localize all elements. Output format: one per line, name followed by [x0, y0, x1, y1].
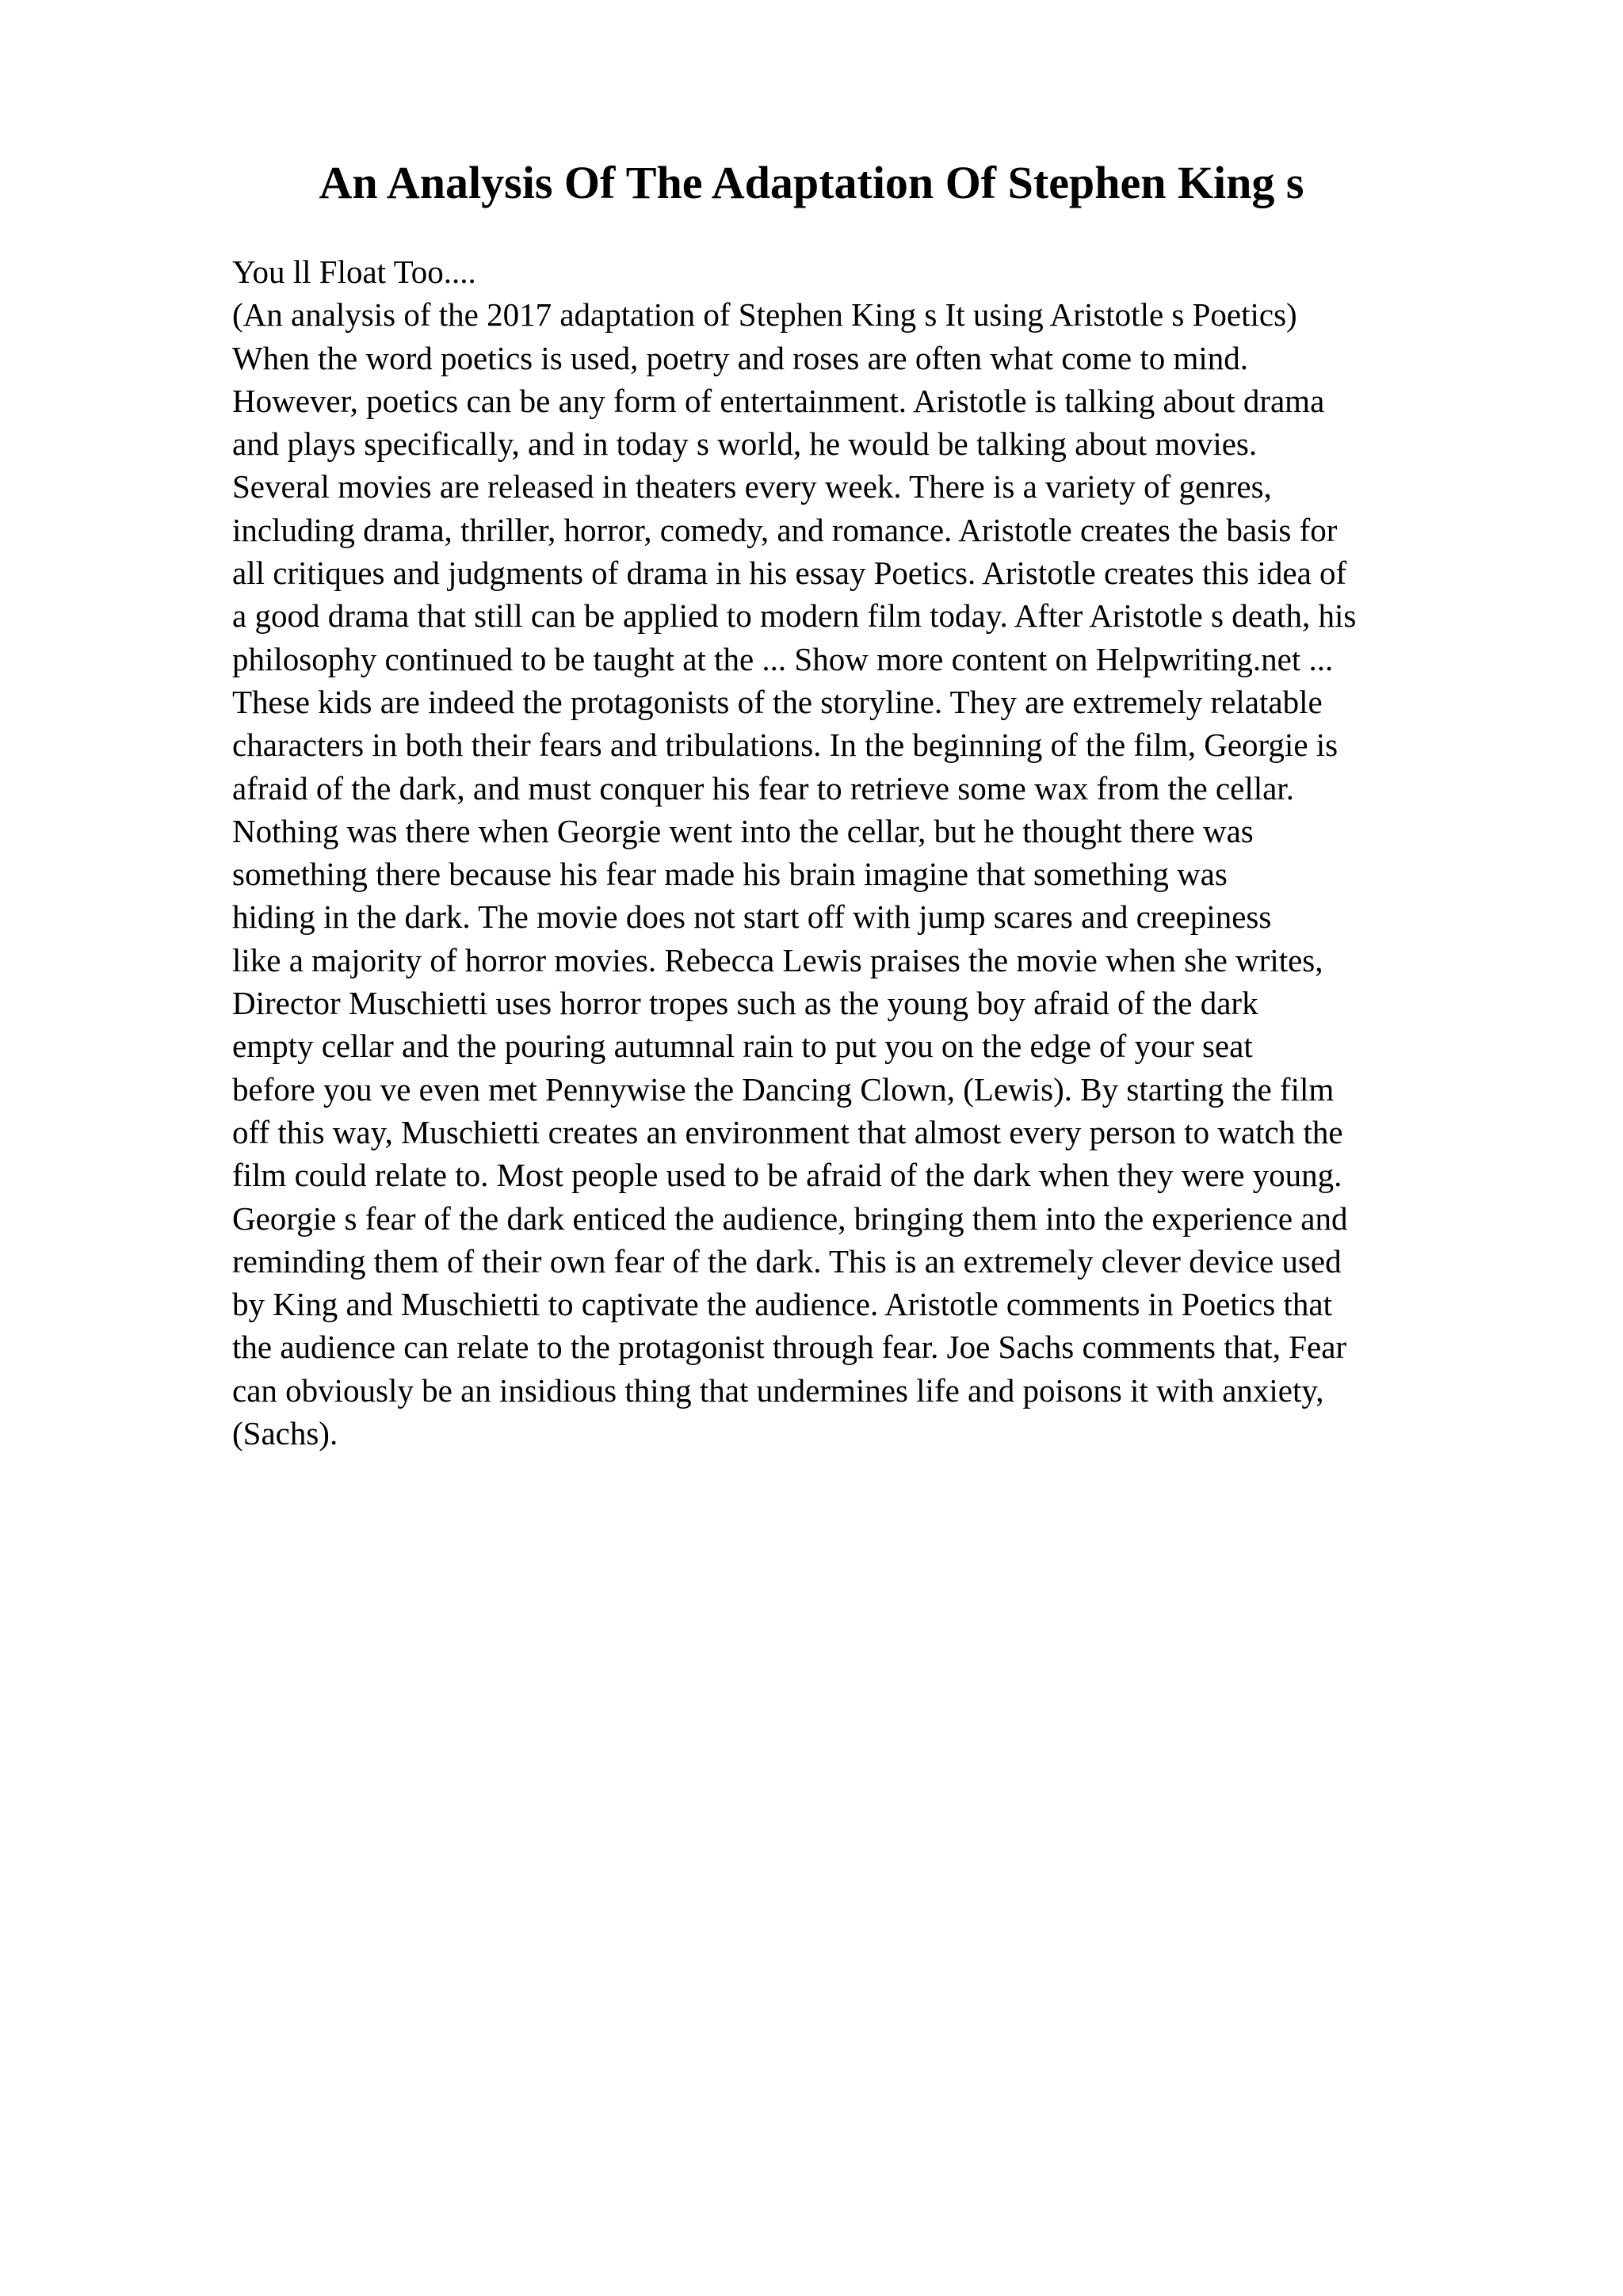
body-line: all critiques and judgments of drama in his essay Poetics. Aristotle creates this idea of [232, 555, 1347, 592]
document-body [232, 250, 1595, 1455]
body-line: Director Muschietti uses horror tropes such as the young boy afraid of the dark [232, 985, 1258, 1022]
body-line: (Sachs). [232, 1415, 338, 1452]
body-line: film could relate to. Most people used to be afraid of the dark when they were young. [232, 1157, 1342, 1194]
body-line: These kids are indeed the protagonists of the storyline. They are extremely relatable [232, 683, 1323, 720]
body-line: reminding them of their own fear of the dark. This is an extremely clever device used [232, 1242, 1342, 1280]
body-line: off this way, Muschietti creates an environment that almost every person to watch the [232, 1113, 1343, 1150]
body-line: Several movies are released in theaters every week. There is a variety of genres, [232, 468, 1272, 505]
body-line: Nothing was there when Georgie went into the cellar, but he thought there was [232, 812, 1254, 849]
body-line: characters in both their fears and tribulations. In the beginning of the film, Georgie is [232, 727, 1338, 764]
body-line: afraid of the dark, and must conquer his fear to retrieve some wax from the cellar. [232, 769, 1294, 807]
body-line: (An analysis of the 2017 adaptation of Stephen King s It using Aristotle s Poetics) [232, 296, 1297, 334]
body-line: a good drama that still can be applied to modern film today. After Aristotle s death, his [232, 597, 1357, 635]
body-line: When the word poetics is used, poetry and roses are often what come to mind. [232, 339, 1249, 376]
body-line: You ll Float Too.... [232, 254, 476, 290]
body-line: including drama, thriller, horror, comedy, and romance. Aristotle creates the basis for [232, 511, 1338, 548]
body-line: and plays specifically, and in today s world, he would be talking about movies. [232, 425, 1258, 463]
body-line: can obviously be an insidious thing that undermines life and poisons it with anxiety, [232, 1371, 1324, 1409]
body-line: philosophy continued to be taught at the ... Show more content on Helpwriting.net ... [232, 640, 1334, 677]
body-line: empty cellar and the pouring autumnal rain to put you on the edge of your seat [232, 1028, 1253, 1065]
document-title: An Analysis Of The Adaptation Of Stephen King s [319, 157, 1304, 208]
body-line: the audience can relate to the protagonist through fear. Joe Sachs comments that, Fear [232, 1329, 1347, 1366]
body-line: like a majority of horror movies. Rebecca Lewis praises the movie when she writes, [232, 941, 1323, 978]
body-line: something there because his fear made his brain imagine that something was [232, 856, 1228, 893]
body-line: However, poetics can be any form of entertainment. Aristotle is talking about drama [232, 382, 1325, 419]
body-line: hiding in the dark. The movie does not start off with jump scares and creepiness [232, 898, 1272, 936]
body-line: before you ve even met Pennywise the Dancing Clown, (Lewis). By starting the film [232, 1070, 1335, 1108]
body-line: by King and Muschietti to captivate the audience. Aristotle comments in Poetics that [232, 1286, 1332, 1323]
body-line: Georgie s fear of the dark enticed the audience, bringing them into the experience and [232, 1199, 1348, 1237]
